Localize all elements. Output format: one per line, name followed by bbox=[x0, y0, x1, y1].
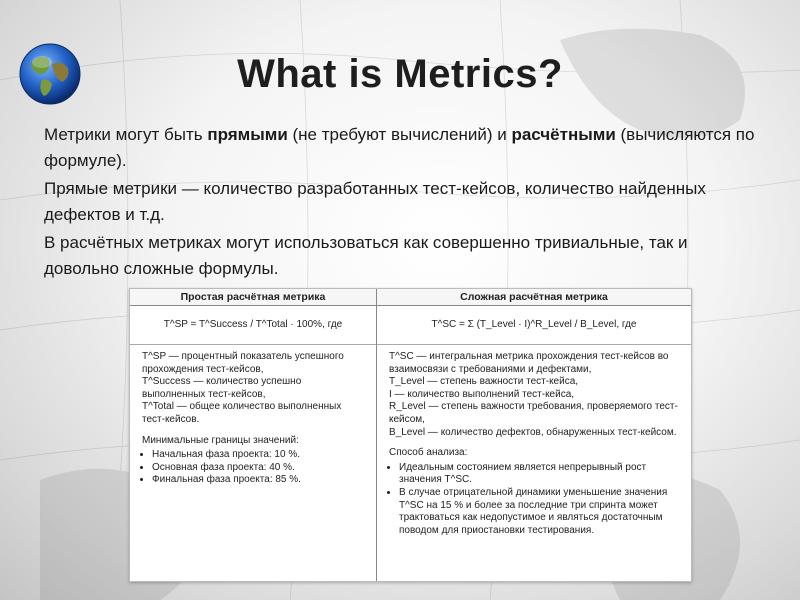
bound-item: • Начальная фаза проекта: 10 %. bbox=[152, 449, 366, 462]
bounds-title: Минимальные границы значений: bbox=[142, 434, 299, 446]
intro-paragraph-1: Метрики могут быть прямыми (не требуют вычислений) и расчётными (вычисляются по формуле). bbox=[44, 125, 755, 170]
complex-desc-5: B_Level — количество дефектов, обнаруженных тест-кейсом. bbox=[389, 426, 677, 438]
complex-metric-header: Сложная расчётная метрика bbox=[377, 289, 691, 306]
bound-item: • Основная фаза проекта: 40 %. bbox=[152, 462, 366, 475]
simple-metric-formula: T^SP = T^Success / T^Total · 100%, где bbox=[130, 306, 376, 345]
simple-desc-3: T^Total — общее количество выполненных тест-кейсов. bbox=[142, 401, 342, 425]
complex-metric-column bbox=[377, 289, 691, 581]
complex-metric-formula: T^SC = Σ (T_Level · I)^R_Level / B_Level, где bbox=[377, 306, 691, 345]
metrics-comparison-table bbox=[129, 288, 692, 582]
page-title: What is Metrics? bbox=[237, 52, 563, 96]
simple-desc-1: T^SP — процентный показатель успешного прохождения тест-кейсов, bbox=[142, 351, 344, 375]
simple-desc-2: T^Success — количество успешно выполненных тест-кейсов, bbox=[142, 376, 302, 400]
bound-item: • Финальная фаза проекта: 85 %. bbox=[152, 474, 366, 487]
calculated-keyword: расчётными bbox=[511, 125, 616, 144]
intro-paragraph-3: В расчётных метриках могут использоваться как совершенно тривиальные, так и довольно сложные формулы. bbox=[44, 233, 688, 278]
complex-desc-4: R_Level — степень важности требования, проверяемого тест-кейсом, bbox=[389, 401, 678, 425]
direct-keyword: прямыми bbox=[207, 125, 288, 144]
complex-desc-2: T_Level — степень важности тест-кейса, bbox=[389, 376, 579, 388]
simple-metric-column bbox=[130, 289, 377, 581]
analysis-item: • Идеальным состоянием является непрерывный рост значения T^SC. bbox=[399, 462, 681, 487]
analysis-title: Способ анализа: bbox=[389, 447, 468, 459]
intro-paragraph-2: Прямые метрики — количество разработанных тест-кейсов, количество найденных дефектов и т.д. bbox=[44, 179, 706, 224]
analysis-item: • В случае отрицательной динамики уменьшение значения T^SC на 15 % и более за последние три спринта может трактоваться как недопустимое и являться достаточным поводом для приостановки тестирования. bbox=[399, 487, 681, 537]
simple-metric-header: Простая расчётная метрика bbox=[130, 289, 376, 306]
complex-desc-1: T^SC — интегральная метрика прохождения тест-кейсов во взаимосвязи с требованиями и дефектами, bbox=[389, 351, 669, 375]
complex-desc-3: I — количество выполнений тест-кейса, bbox=[389, 388, 575, 400]
